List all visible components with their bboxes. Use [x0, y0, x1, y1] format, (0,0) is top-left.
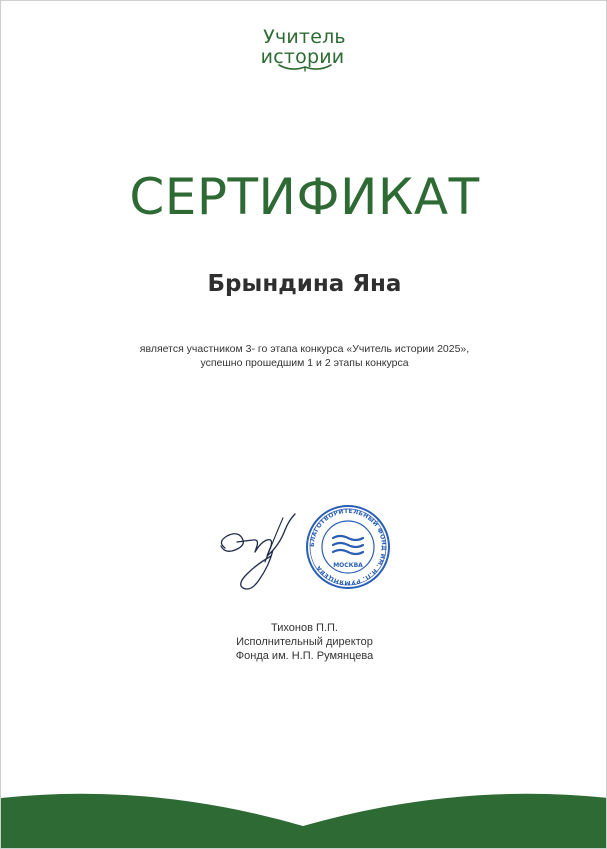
certificate-description: [1, 342, 607, 370]
description-line-1: является участником 3- го этапа конкурса «Учитель истории 2025»,: [139, 343, 470, 355]
logo: [1, 27, 607, 67]
signer-organization: Фонда им. Н.П. Румянцева: [235, 650, 374, 662]
svg-text:БЛАГОТВОРИТЕЛЬНЫЙ ФОНД ИМ. Н.П: [309, 508, 387, 586]
signer-block: [1, 621, 607, 663]
stamp-city: МОСКВА: [333, 562, 363, 569]
certificate-title: СЕРТИФИКАТ: [129, 168, 480, 226]
logo-line-2: истории: [260, 46, 345, 68]
stamp-seal: [305, 504, 391, 590]
signature-image: [213, 506, 305, 596]
description-line-2: успешно прошедшим 1 и 2 этапы конкурса: [200, 357, 409, 369]
bottom-decoration-band: [1, 778, 607, 848]
signer-position: Исполнительный директор: [236, 636, 373, 648]
open-book-icon: [277, 63, 333, 73]
stamp-outer-text: БЛАГОТВОРИТЕЛЬНЫЙ ФОНД ИМ. Н.П. РУМЯНЦЕВА: [308, 507, 388, 587]
logo-line-1: Учитель: [263, 26, 346, 48]
signer-name: Тихонов П.П.: [271, 622, 338, 634]
recipient-name: Брындина Яна: [207, 271, 402, 297]
